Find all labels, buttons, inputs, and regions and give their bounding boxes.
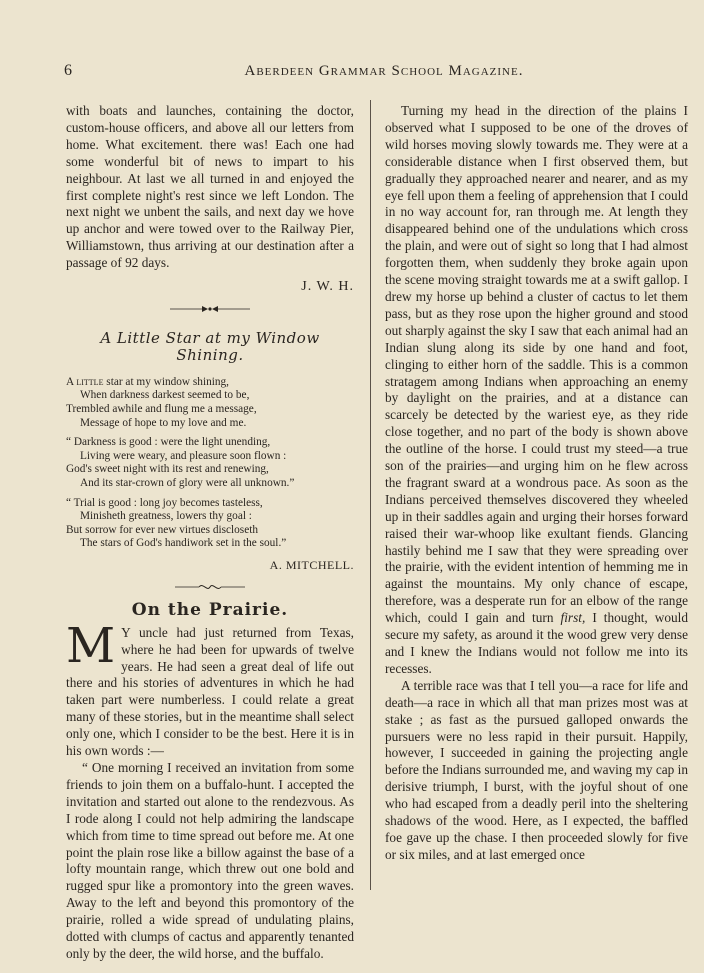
ornament-divider — [66, 580, 354, 592]
poem-line: God's sweet night with its rest and renewing, — [66, 463, 269, 476]
article-title: On the Prairie. — [131, 599, 289, 620]
drop-cap: M — [66, 617, 116, 674]
poem-line: star at my window shining, — [106, 375, 229, 388]
flourish-icon — [170, 304, 250, 314]
poem — [66, 376, 354, 551]
ornament-divider — [66, 302, 354, 314]
page-header — [64, 62, 664, 84]
paragraph-text: I thought, would secure my safety, as around it the wood grew very dense and I knew the Indians would not follow me into its recesses. — [385, 610, 689, 676]
poem-title: A Little Star at my Window Shining. — [100, 328, 320, 364]
poem-line: Living were weary, and pleasure soon flown : — [80, 449, 287, 462]
poem-author: A. MITCHELL. — [269, 557, 354, 572]
article-paragraph-text: Y uncle had just returned from Texas, where he had been for upwards of twelve years. He had seen a great deal of life out there and his stories of adventures in which he had taken part were numberless. I could relate a great many of these stories, but in the meantime shall select only one, which I consider to be the best. Here it is in his own words :— — [66, 624, 354, 759]
poem-stanza — [66, 376, 354, 430]
page-number: 6 — [64, 62, 72, 79]
poem-line: And its star-crown of glory were all unknown.” — [80, 476, 295, 489]
intro-paragraph: with boats and launches, containing the doctor, custom-house officers, and above all our letters from home. What excitement. there was! Each one had some wonderful bit of news to impart to his neighbour. At last we all turned in and enjoyed the first complete night's rest since we left London. The next night we unbent the sails, and next day we hove up anchor and were towed over to the Railway Pier, Williamstown, thus arriving at our destination after a passage of 92 days. — [66, 103, 354, 271]
right-column — [385, 103, 688, 864]
magazine-title: Aberdeen Grammar School Magazine. — [244, 63, 524, 79]
signature-jwh: J. W. H. — [301, 279, 354, 295]
poem-line: Message of hope to my love and me. — [80, 416, 247, 429]
article-paragraph: “ One morning I received an invitation from some friends to join them on a buffalo-hunt. I accepted the invitation and started out alone to the rendezvous. As I rode along I could not help admiring the landscape which from time to time spread out before me. At one point the plain rose like a billow against the base of a lofty mountain range, which threw out one bold and rugged spur like a promontory into the green waves. Away to the left and beyond this promontory of the prairie, rolled a wide spread of undulating plains, dotted with clumps of cactus and apparently tenanted only by the deer, the wild horse, and the buffalo. — [66, 759, 354, 961]
poem-line: “ Trial is good : long joy becomes tasteless, — [66, 496, 263, 509]
column-divider — [370, 100, 371, 890]
left-column — [66, 103, 354, 963]
article-paragraph — [385, 103, 688, 678]
poem-first-word: A little — [66, 375, 104, 388]
poem-stanza — [66, 436, 354, 490]
article-paragraph — [66, 617, 354, 760]
article-paragraph: A terrible race was that I tell you—a race for life and death—a race in which all that man prizes most was at stake ; as fast as the pursued galloped onwards the pursuers were no less rapid in their pursuit. Happily, however, I succeeded in gaining the projecting angle before the Indians surrounded me, and waving my cap in derisive triumph, I burst, with the joyful shout of one who had escaped from a deadly peril into the sheltering shadows of the wood. Here, as I expected, the baffled foe gave up the chase. I then proceeded slowly for five or six miles, and at last emerged once — [385, 677, 688, 862]
poem-line: But sorrow for ever new virtues discloseth — [66, 523, 259, 536]
poem-stanza — [66, 497, 354, 551]
poem-line: The stars of God's handiwork set in the soul.” — [80, 537, 287, 550]
poem-line: When darkness darkest seemed to be, — [80, 389, 250, 402]
paragraph-text: Turning my head in the direction of the plains I observed what I supposed to be one of the droves of wild horses moving slowly towards me. They were at a considerable distance when I first observed them, but gradually they approached nearer and nearer, and as my eye fell upon them a feeling of apprehension that I could in no way account for, ran through me. At length they disappeared behind one of the undulations which cross the plain, and were out of sight so long that I had almost forgotten them, when suddenly they broke again upon the scene moving straight towards me at a swift gallop. I drew my horse up behind a cluster of cactus to let them pass, but as they rose upon the higher ground and stood out sharply against the sky I saw that each animal had an Indian slung along its side by one hand and foot, clinging to either horn of the saddle. This is a common stratagem among Indians when approaching an enemy by daylight on the prairies, and at a distance can scarcely be detected by the wariest eye, as they ride close together, and no part of the body is shown above the outline of the horse. I could trust my steed—a true son of the prairies—and urging him on he flew across the fragrant sward at a wondrous pace. As soon as the Indians perceived themselves discovered they wheeled up in their saddles again and urging their horses forward raised their war-whoop like exultant fiends. Glancing hastily behind me I saw that they were spreading over the prairie, with the evident intention of hemming me in against the mountains. My only chance of escape, therefore, was a desperate run for an elbow of the range which, could I gain and turn — [385, 103, 688, 626]
poem-line: “ Darkness is good : were the light unending, — [66, 436, 271, 449]
scroll-ornament-icon — [175, 582, 245, 592]
poem-line: Trembled awhile and flung me a message, — [66, 402, 257, 415]
emphasis-text: first, — [560, 610, 586, 626]
poem-line: Minisheth greatness, lowers thy goal : — [80, 510, 252, 523]
